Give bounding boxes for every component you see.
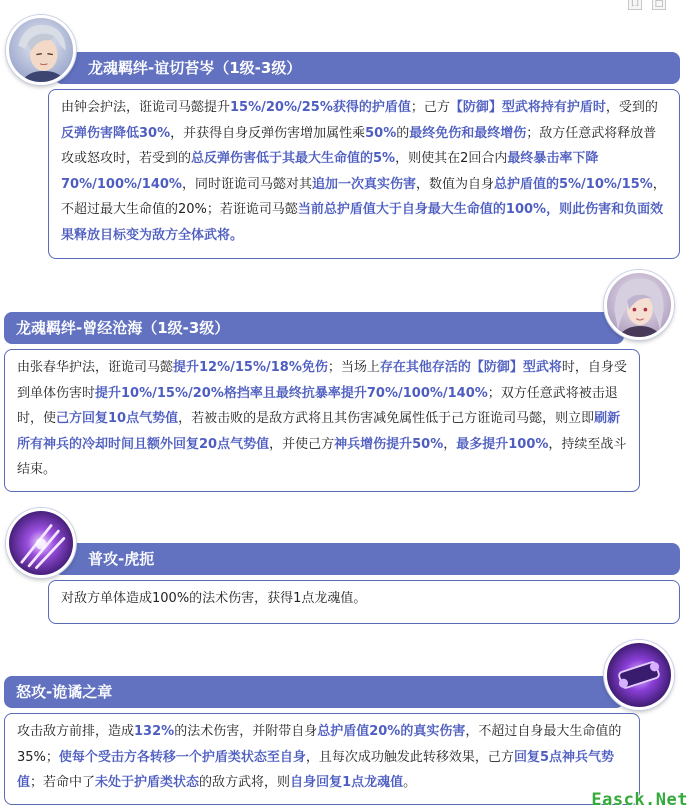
skill-icon-avatar xyxy=(6,508,76,578)
plain-text: ，持续至战斗结束。 xyxy=(17,436,627,477)
plain-text: ，并使己方 xyxy=(269,436,335,452)
highlight-text: 50% xyxy=(365,125,397,141)
plain-text: ；敌方任意武将释放普攻或怒攻时，若受到的 xyxy=(61,125,657,166)
skill-title-bar xyxy=(54,543,680,575)
highlight-text: 【防御】型武将持有护盾时 xyxy=(449,100,606,115)
plain-text: ，数值为自身 xyxy=(415,176,494,192)
restore-icon[interactable]: □ xyxy=(652,0,666,10)
plain-text: 由张春华护法，诳诡司马懿 xyxy=(17,360,174,375)
minimize-icon[interactable]: 口 xyxy=(628,0,642,10)
highlight-text: 神兵增伤提升50% xyxy=(334,436,444,452)
highlight-text: 总反弹伤害低于其最大生命值的5% xyxy=(191,151,396,166)
highlight-text: 回复5点神兵气势值 xyxy=(17,749,614,790)
highlight-text: 最终暴击率下降70%/100%/140% xyxy=(61,151,599,192)
highlight-text: 提升12%/15%/18%免伤 xyxy=(173,360,328,375)
site-watermark: Easck.Net xyxy=(591,790,688,810)
skill-description xyxy=(4,349,640,492)
plain-text: ，且每次成功触发此转移效果，己方 xyxy=(305,749,514,765)
plain-text: 由钟会护法，诳诡司马懿提升 xyxy=(61,100,231,115)
plain-text: ， xyxy=(443,436,457,452)
general-portrait-avatar xyxy=(604,270,674,340)
claw-skill-icon xyxy=(9,511,73,575)
skill-title: 龙魂羁绊-谊切苔岑（1级-3级） xyxy=(88,59,302,77)
highlight-text: 最终免伤和最终增伤 xyxy=(409,125,527,141)
plain-text: ；己方 xyxy=(410,100,450,115)
plain-text: ，并获得自身反弹伤害增加属性乘 xyxy=(170,125,366,141)
plain-text: ；若命中了 xyxy=(30,775,96,790)
skill-description-text xyxy=(17,360,627,477)
plain-text: 。 xyxy=(403,775,417,790)
highlight-text: 自身回复1点龙魂值 xyxy=(290,775,404,790)
plain-text: 对敌方单体造成100%的法术伤害，获得1点龙魂值。 xyxy=(61,591,367,606)
highlight-text: 132% xyxy=(134,724,175,739)
highlight-text: 未处于护盾类状态 xyxy=(95,775,200,790)
scroll-skill-icon xyxy=(607,643,671,707)
highlight-text: 15%/20%/25%获得的护盾值 xyxy=(230,100,411,115)
skill-description xyxy=(4,713,640,805)
plain-text: ；双方任意武将被击退时，使 xyxy=(17,385,618,426)
highlight-text: 最多提升100% xyxy=(456,436,549,452)
general-portrait-avatar xyxy=(6,15,76,85)
plain-text: 时，自身受到单体伤害时 xyxy=(17,360,627,401)
purple-hair-portrait-icon xyxy=(607,273,671,337)
skill-icon-avatar xyxy=(604,640,674,710)
plain-text: ，受到的 xyxy=(605,100,658,115)
plain-text: ，同时诳诡司马懿对其 xyxy=(181,176,312,192)
skill-description xyxy=(48,580,680,624)
plain-text: 的法术伤害，并附带自身 xyxy=(174,724,318,739)
plain-text: ，不超过自身最大生命值的35%； xyxy=(17,724,622,765)
plain-text: 的敌方武将，则 xyxy=(199,775,291,790)
highlight-text: 总护盾值的5%/10%/15% xyxy=(493,176,653,192)
highlight-text: 己方回复10点气势值 xyxy=(56,411,179,426)
highlight-text: 总护盾值20%的真实伤害 xyxy=(317,724,466,739)
plain-text: ，若被击败的是敌方武将且其伤害减免属性低于己方诳诡司马懿，则立即 xyxy=(178,411,595,426)
plain-text: ；当场上 xyxy=(327,360,380,375)
highlight-text: 提升10%/15%/20%格挡率且最终抗暴率提升70%/100%/140% xyxy=(95,385,488,401)
skill-title: 龙魂羁绊-曾经沧海（1级-3级） xyxy=(16,319,230,337)
highlight-text: 当前总护盾值大于自身最大生命值的100%，则此伤害和负面效果释放目标变为敌方全体武将。 xyxy=(61,202,664,243)
skill-description-text xyxy=(17,724,621,790)
skill-description-text xyxy=(61,100,666,243)
plain-text: ，则使其在2回合内 xyxy=(395,151,508,166)
silver-hair-portrait-icon xyxy=(9,18,73,82)
skill-description xyxy=(48,89,680,259)
highlight-text: 追加一次真实伤害 xyxy=(311,176,416,192)
highlight-text: 反弹伤害降低30% xyxy=(61,125,171,141)
plain-text: ，不超过最大生命值的20%；若诳诡司马懿 xyxy=(61,176,666,217)
highlight-text: 刷新所有神兵的冷却时间且额外回复20点气势值 xyxy=(17,411,621,452)
skill-title-bar xyxy=(4,676,624,708)
skill-title: 怒攻-诡谲之章 xyxy=(16,683,113,701)
highlight-text: 使每个受击方各转移一个护盾类状态至自身 xyxy=(58,749,306,765)
skill-title: 普攻-虎扼 xyxy=(88,550,155,568)
skill-description-text xyxy=(61,591,366,606)
plain-text: 攻击敌方前排，造成 xyxy=(17,724,135,739)
skill-title-bar xyxy=(4,312,624,344)
highlight-text: 存在其他存活的【防御】型武将 xyxy=(379,360,562,375)
plain-text: 的 xyxy=(396,125,410,141)
skill-title-bar xyxy=(54,52,680,84)
top-controls xyxy=(0,0,692,14)
